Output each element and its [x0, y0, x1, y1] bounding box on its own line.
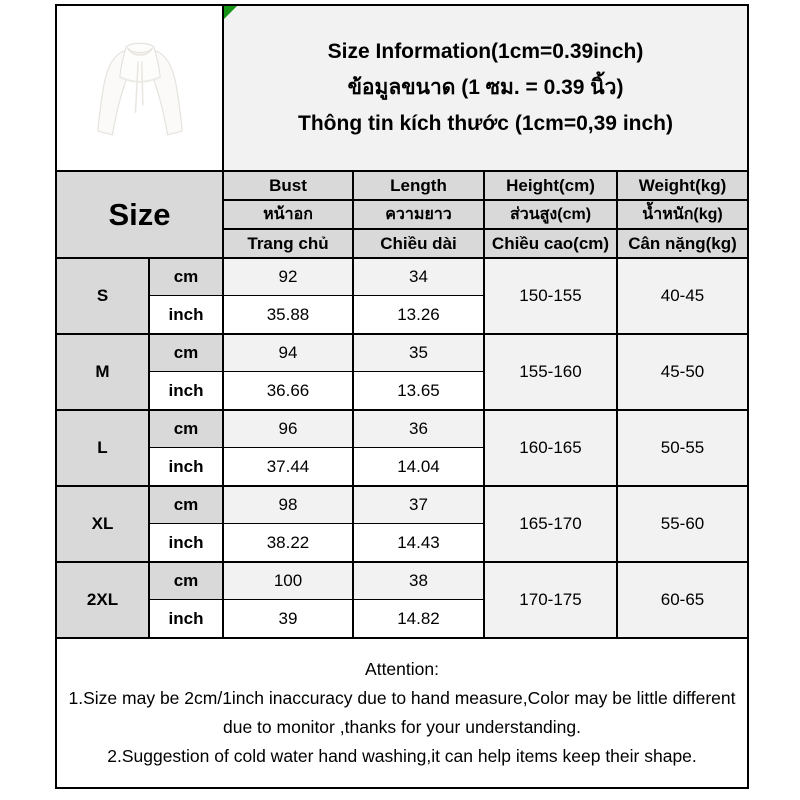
bust-cm-value: 94	[223, 334, 353, 372]
length-cm-value: 36	[353, 410, 484, 448]
table-row	[56, 258, 748, 296]
table-row	[56, 334, 748, 372]
size-sheet	[55, 4, 749, 789]
size-info-header	[223, 5, 748, 171]
height-range: 155-160	[484, 334, 617, 410]
green-corner-icon	[224, 6, 237, 19]
col-bust-en: Bust	[223, 171, 353, 200]
size-label-xl: XL	[56, 486, 149, 562]
attention-row	[56, 638, 748, 788]
height-range: 150-155	[484, 258, 617, 334]
weight-range: 45-50	[617, 334, 748, 410]
size-column-title: Size	[56, 171, 223, 258]
col-bust-th: หน้าอก	[223, 200, 353, 229]
unit-inch-label: inch	[149, 600, 223, 639]
col-bust-vi: Trang chủ	[223, 229, 353, 258]
weight-range: 50-55	[617, 410, 748, 486]
attention-box	[56, 638, 748, 788]
length-cm-value: 38	[353, 562, 484, 600]
col-height-vi: Chiều cao(cm)	[484, 229, 617, 258]
product-photo-cell	[56, 5, 223, 171]
title-vi: Thông tin kích thước (1cm=0,39 inch)	[298, 112, 673, 135]
height-range: 165-170	[484, 486, 617, 562]
title-th: ข้อมูลขนาด (1 ซม. = 0.39 นิ้ว)	[347, 76, 624, 99]
col-weight-vi: Cân nặng(kg)	[617, 229, 748, 258]
bust-inch-value: 39	[223, 600, 353, 639]
unit-inch-label: inch	[149, 296, 223, 335]
weight-range: 55-60	[617, 486, 748, 562]
attention-note-1: 1.Size may be 2cm/1inch inaccuracy due to hand measure,Color may be little different due to monitor ,thanks for your understanding.	[68, 688, 736, 737]
bust-inch-value: 35.88	[223, 296, 353, 335]
bust-cm-value: 92	[223, 258, 353, 296]
col-length-en: Length	[353, 171, 484, 200]
height-range: 160-165	[484, 410, 617, 486]
col-weight-en: Weight(kg)	[617, 171, 748, 200]
bust-cm-value: 100	[223, 562, 353, 600]
unit-inch-label: inch	[149, 372, 223, 411]
size-label-2xl: 2XL	[56, 562, 149, 638]
attention-note-2: 2.Suggestion of cold water hand washing,it can help items keep their shape.	[107, 746, 697, 766]
length-cm-value: 37	[353, 486, 484, 524]
attention-title: Attention:	[365, 659, 439, 679]
size-label-l: L	[56, 410, 149, 486]
length-inch-value: 14.04	[353, 448, 484, 487]
weight-range: 60-65	[617, 562, 748, 638]
length-cm-value: 34	[353, 258, 484, 296]
col-height-en: Height(cm)	[484, 171, 617, 200]
product-image	[62, 10, 218, 166]
length-inch-value: 14.43	[353, 524, 484, 563]
size-label-m: M	[56, 334, 149, 410]
unit-cm-label: cm	[149, 258, 223, 296]
unit-cm-label: cm	[149, 486, 223, 524]
col-height-th: ส่วนสูง(cm)	[484, 200, 617, 229]
unit-cm-label: cm	[149, 410, 223, 448]
unit-cm-label: cm	[149, 334, 223, 372]
length-cm-value: 35	[353, 334, 484, 372]
size-label-s: S	[56, 258, 149, 334]
height-range: 170-175	[484, 562, 617, 638]
col-length-vi: Chiều dài	[353, 229, 484, 258]
bust-inch-value: 37.44	[223, 448, 353, 487]
table-row	[56, 562, 748, 600]
table-row	[56, 410, 748, 448]
unit-cm-label: cm	[149, 562, 223, 600]
top-row	[56, 5, 748, 171]
col-length-th: ความยาว	[353, 200, 484, 229]
bust-inch-value: 38.22	[223, 524, 353, 563]
bust-cm-value: 96	[223, 410, 353, 448]
unit-inch-label: inch	[149, 448, 223, 487]
table-row	[56, 486, 748, 524]
length-inch-value: 13.65	[353, 372, 484, 411]
length-inch-value: 14.82	[353, 600, 484, 639]
bust-cm-value: 98	[223, 486, 353, 524]
weight-range: 40-45	[617, 258, 748, 334]
bust-inch-value: 36.66	[223, 372, 353, 411]
title-en: Size Information(1cm=0.39inch)	[327, 40, 644, 63]
length-inch-value: 13.26	[353, 296, 484, 335]
size-table	[55, 4, 749, 789]
col-weight-th: น้ำหนัก(kg)	[617, 200, 748, 229]
unit-inch-label: inch	[149, 524, 223, 563]
column-header-row-en	[56, 171, 748, 200]
